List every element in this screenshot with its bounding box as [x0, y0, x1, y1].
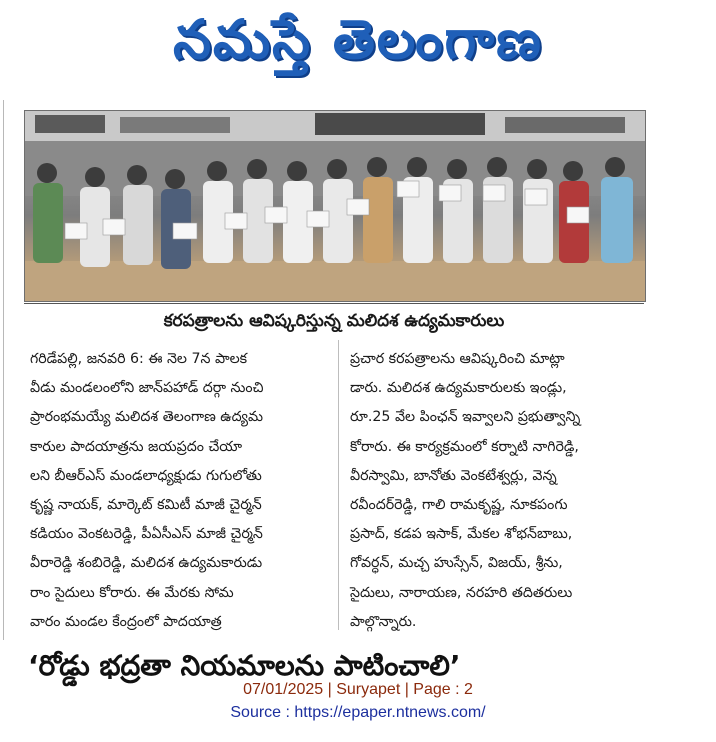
- news-photo: [24, 110, 646, 302]
- next-article-heading-cropped: ‘రోడ్డు భద్రతా నియమాలను పాటించాలి’: [28, 649, 461, 682]
- footer-source-line: Source : https://epaper.ntnews.com/: [230, 704, 486, 721]
- photo-caption: కరపత్రాలను ఆవిష్కరిస్తున్న మలిదశ ఉద్యమకారులు: [163, 311, 505, 331]
- masthead-title: నమస్తే తెలంగాణ: [173, 7, 543, 71]
- page-edge-rule: [3, 100, 4, 640]
- ground: [25, 261, 645, 301]
- article-column-left: గరిడేపల్లి, జనవరి 6: ఈ నెల 7న పాలక వీడు మండలంలోని జాన్‌పహాడ్ దర్గా నుంచి ప్రారంభమయ్యే మలిదశ తెలంగాణ ఉద్యమ కారుల పాదయాత్రను జయప్రదం చేయా లని బీఆర్ఎస్ మండలాధ్యక్షుడు గుగులోతు కృష్ణ నాయక్, మార్కెట్ కమిటీ మాజీ చైర్మన్ కడియం వెంకటరెడ్డి, పీఏసీఎస్ మాజీ చైర్మన్ వీరారెడ్డి శంబిరెడ్డి, మలిదశ ఉద్యమకారుడు రాం సైదులు కోరారు. ఈ మేరకు సోమ వారం మండల కేంద్రంలో పాదయాత్ర: [30, 351, 264, 630]
- group-photo-illustration: [25, 111, 645, 301]
- newspaper-masthead: [0, 0, 716, 92]
- footer-date-line: 07/01/2025 | Suryapet | Page : 2: [243, 681, 473, 698]
- column-divider: [338, 340, 339, 630]
- source-footer: [0, 678, 716, 724]
- caption-divider: [24, 303, 644, 304]
- article-column-right: ప్రచార కరపత్రాలను ఆవిష్కరించి మాట్లా డారు. మలిదశ ఉద్యమకారులకు ఇండ్లు, రూ.25 వేల పింఛన్ ఇవ్వాలని ప్రభుత్వాన్ని కోరారు. ఈ కార్యక్రమంలో కర్నాటి నాగిరెడ్డి, వీరస్వామి, బానోతు వెంకటేశ్వర్లు, వెన్న రవీందర్‌రెడ్డి, గాలి రామకృష్ణ, నూకపంగు ప్రసాద్, కడప ఇసాక్, మేకల శోభన్‌బాబు, గోవర్ధన్, మచ్చ హుస్సేన్, విజయ్, శ్రీను, సైదులు, నారాయణ, నరహరి తదితరులు పాల్గొన్నారు.: [350, 351, 581, 630]
